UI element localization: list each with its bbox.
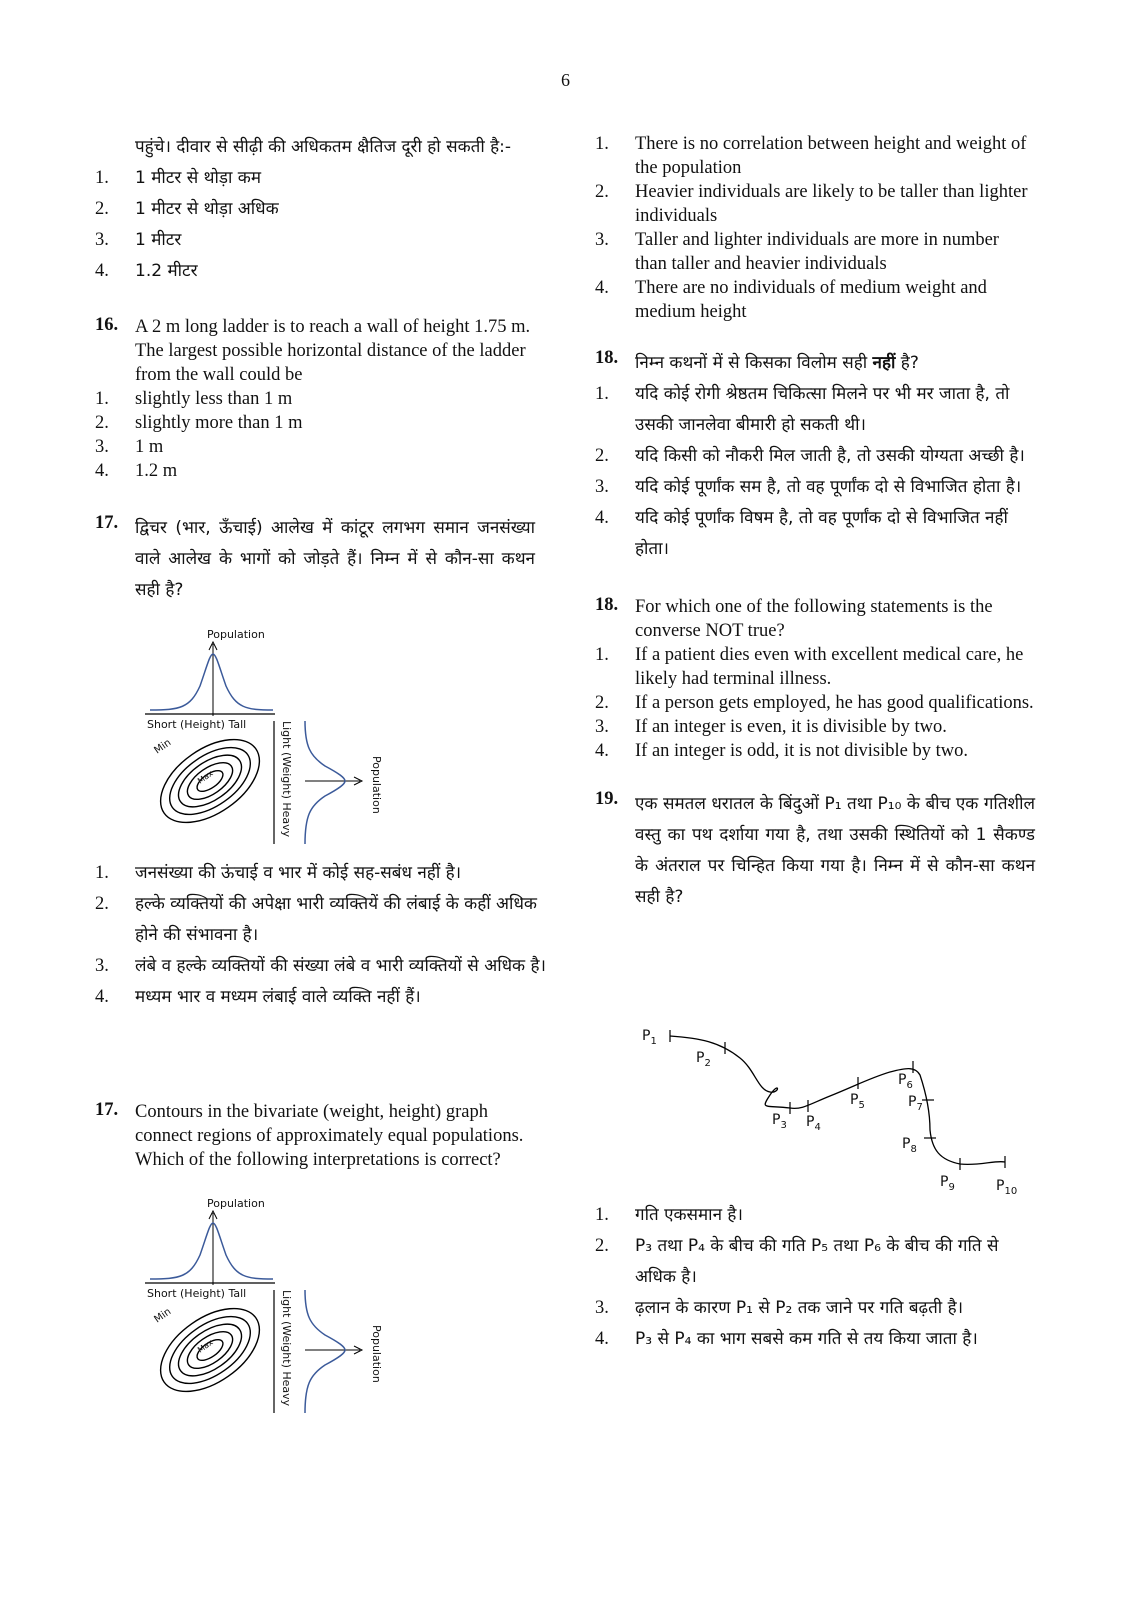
option-3 (595, 1293, 1035, 1324)
q19-hi-text: एक समतल धरातल के बिंदुओं P₁ तथा P₁₀ के बीच एक गतिशील वस्तु का पथ दर्शाया गया है, तथा उसकी स्थितियों को 1 सैकण्ड के अंतराल पर चिन्हित किया गया है। निम्न में से कौन-सा कथन सही है? (635, 794, 1035, 907)
q19-hindi (595, 789, 1035, 913)
population-label-right: Population (370, 1325, 383, 1383)
option-2 (595, 1231, 1035, 1293)
option-3 (95, 225, 535, 256)
q16-number: 16. (95, 315, 119, 335)
contour-ellipse (158, 734, 262, 828)
option-number: 2. (595, 182, 609, 202)
option-number: 3. (595, 477, 609, 497)
option-text: P₃ तथा P₄ के बीच की गति P₅ तथा P₆ के बीच की गति से अधिक है। (635, 1236, 999, 1287)
option-number: 2. (95, 894, 109, 914)
q17-hi-options (95, 858, 555, 1013)
option-text: If a person gets employed, he has good qualifications. (635, 693, 1034, 713)
option-text: If an integer is even, it is divisible by two. (635, 717, 947, 737)
option-text: If an integer is odd, it is not divisible by two. (635, 741, 968, 761)
option-text: slightly less than 1 m (135, 389, 293, 409)
right-column (595, 132, 1035, 913)
option-text: There is no correlation between height and weight of the population (635, 134, 1027, 178)
option-text: मध्यम भार व मध्यम लंबाई वाले व्यक्ति नहीं हैं। (135, 987, 421, 1007)
q18-hi-number: 18. (595, 348, 619, 368)
option-text: 1.2 मीटर (135, 261, 198, 281)
q17-hindi (95, 513, 535, 606)
bivariate-figure-1 (145, 626, 390, 856)
option-number: 3. (95, 230, 109, 250)
option-number: 4. (95, 261, 109, 281)
path-point-label: $P_8$ (902, 1136, 917, 1155)
q17-hi-text: द्विचर (भार, ऊँचाई) आलेख में कांटूर लगभग समान जनसंख्या वाले आलेख के भागों को जोड़ते हैं। निम्न में से कौन-सा कथन सही है? (135, 518, 535, 600)
option-text: There are no individuals of medium weight and medium height (635, 278, 987, 322)
option-number: 3. (95, 437, 109, 457)
contour-min-label: Min (152, 1306, 174, 1326)
population-label-right: Population (370, 756, 383, 814)
option-number: 1. (95, 168, 109, 188)
contour-ellipse (170, 1314, 251, 1386)
q16-text: A 2 m long ladder is to reach a wall of height 1.75 m. The largest possible horizontal distance of the ladder from the wall could be (135, 317, 531, 385)
path-point-label: $P_5$ (850, 1092, 865, 1111)
q17-hi-number: 17. (95, 513, 119, 533)
option-text: यदि किसी को नौकरी मिल जाती है, तो उसकी योग्यता अच्छी है। (635, 446, 1025, 466)
option-2 (595, 441, 1035, 472)
option-4 (595, 739, 1035, 763)
option-number: 1. (595, 134, 609, 154)
option-number: 2. (95, 413, 109, 433)
option-number: 4. (595, 278, 609, 298)
option-4 (95, 256, 535, 287)
option-2 (95, 194, 535, 225)
option-number: 2. (595, 693, 609, 713)
weight-axis-label: Light (Weight) Heavy (280, 721, 293, 838)
option-1 (595, 1200, 1035, 1231)
contour-min-label: Min (152, 737, 174, 757)
left-column (95, 132, 535, 606)
option-4 (595, 1324, 1035, 1355)
path-point-label: $P_7$ (908, 1094, 923, 1113)
option-number: 4. (595, 741, 609, 761)
option-4 (595, 503, 1035, 565)
q15-text: पहुंचे। दीवार से सीढ़ी की अधिकतम क्षैतिज दूरी हो सकती है:- (135, 137, 512, 157)
option-2 (95, 411, 535, 435)
option-1 (95, 858, 555, 889)
option-text: P₃ से P₄ का भाग सबसे कम गति से तय किया जाता है। (635, 1329, 978, 1349)
option-3 (95, 951, 555, 982)
q19-hi-number: 19. (595, 789, 619, 809)
option-1 (95, 163, 535, 194)
q17-en-text: Contours in the bivariate (weight, height) graph connect regions of approximately equal populations. Which of the following interpretations is correct? (135, 1102, 524, 1170)
motion-path-figure (630, 1020, 1030, 1200)
option-text: यदि कोई पूर्णांक सम है, तो वह पूर्णांक दो से विभाजित होता है। (635, 477, 1022, 497)
option-2 (595, 180, 1035, 228)
option-1 (95, 387, 535, 411)
option-number: 1. (95, 389, 109, 409)
height-axis-label: Short (Height) Tall (147, 1287, 247, 1300)
option-number: 4. (95, 461, 109, 481)
option-text: Taller and lighter individuals are more in number than taller and heavier individuals (635, 230, 999, 274)
path-point-label: $P_3$ (772, 1112, 787, 1131)
option-3 (595, 715, 1035, 739)
option-text: लंबे व हल्के व्यक्तियों की संख्या लंबे व भारी व्यक्तियों से अधिक है। (135, 956, 546, 976)
q15-continuation (95, 132, 535, 287)
population-label-top: Population (207, 628, 265, 641)
option-text: 1.2 m (135, 461, 178, 481)
option-number: 1. (95, 863, 109, 883)
weight-axis-label: Light (Weight) Heavy (280, 1290, 293, 1407)
contour-ellipse (170, 745, 251, 817)
q17-en-options (595, 132, 1035, 324)
option-text: If a patient dies even with excellent medical care, he likely had terminal illness. (635, 645, 1024, 689)
option-number: 3. (95, 956, 109, 976)
option-number: 3. (595, 230, 609, 250)
option-3 (95, 435, 535, 459)
q19-options (595, 1200, 1035, 1355)
option-text: 1 m (135, 437, 164, 457)
bivariate-figure-2 (145, 1195, 390, 1425)
height-axis-label: Short (Height) Tall (147, 718, 247, 731)
contour-ellipse (181, 1324, 239, 1375)
option-text: slightly more than 1 m (135, 413, 303, 433)
contour-ellipse (158, 1303, 262, 1397)
option-number: 4. (95, 987, 109, 1007)
contour-max-label: Max (195, 1337, 215, 1355)
weight-distribution-curve (305, 1290, 345, 1413)
contour-ellipse (181, 755, 239, 806)
option-number: 2. (595, 1236, 609, 1256)
option-number: 2. (95, 199, 109, 219)
path-point-label: $P_6$ (898, 1072, 913, 1091)
option-number: 4. (595, 1329, 609, 1349)
q18-en-number: 18. (595, 595, 619, 615)
option-1 (595, 643, 1035, 691)
option-text: हल्के व्यक्तियों की अपेक्षा भारी व्यक्तियें की लंबाई के कहीं अधिक होने की संभावना है। (135, 894, 537, 945)
option-text: 1 मीटर से थोड़ा कम (135, 168, 261, 188)
option-3 (595, 228, 1035, 276)
option-number: 3. (595, 1298, 609, 1318)
contour-max-label: Max (195, 768, 215, 786)
option-text: 1 मीटर से थोड़ा अधिक (135, 199, 279, 219)
path-point-label: $P_9$ (940, 1174, 955, 1193)
option-text: गति एकसमान है। (635, 1205, 743, 1225)
option-4 (95, 982, 555, 1013)
path-point-label: $P_2$ (696, 1050, 711, 1069)
option-text: ढ़लान के कारण P₁ से P₂ तक जाने पर गति बढ़ती है। (635, 1298, 964, 1318)
q18-hi-text-end: है? (895, 353, 919, 373)
option-2 (595, 691, 1035, 715)
path-point-label: $P_{10}$ (996, 1178, 1018, 1197)
height-distribution-curve (150, 1223, 273, 1279)
population-label-top: Population (207, 1197, 265, 1210)
q18-hindi (595, 348, 1035, 565)
option-text: जनसंख्या की ऊंचाई व भार में कोई सह-सबंध नहीं है। (135, 863, 462, 883)
option-1 (595, 132, 1035, 180)
path-point-label: $P_1$ (642, 1028, 657, 1047)
option-text: 1 मीटर (135, 230, 182, 250)
option-4 (95, 459, 535, 483)
q18-hi-bold: नहीं (872, 353, 896, 373)
option-text: यदि कोई पूर्णांक विषम है, तो वह पूर्णांक दो से विभाजित नहीं होता। (635, 508, 1008, 559)
q16 (95, 315, 535, 483)
q18-english (595, 595, 1035, 763)
option-text: यदि कोई रोगी श्रेष्ठतम चिकित्सा मिलने पर भी मर जाता है, तो उसकी जानलेवा बीमारी हो सकती थी। (635, 384, 1010, 435)
option-2 (95, 889, 555, 951)
option-number: 2. (595, 446, 609, 466)
q17-en-number: 17. (95, 1100, 119, 1120)
height-distribution-curve (150, 654, 273, 710)
option-4 (595, 276, 1035, 324)
motion-path (670, 1036, 1005, 1164)
q18-hi-text: निम्न कथनों में से किसका विलोम सही (635, 353, 873, 373)
q17-english (95, 1100, 535, 1172)
path-point-label: $P_4$ (806, 1114, 821, 1133)
q18-en-text: For which one of the following statements is the converse NOT true? (635, 597, 993, 641)
weight-distribution-curve (305, 721, 345, 844)
page-number: 6 (561, 70, 570, 90)
option-3 (595, 472, 1035, 503)
option-number: 1. (595, 384, 609, 404)
option-number: 4. (595, 508, 609, 528)
option-number: 3. (595, 717, 609, 737)
option-number: 1. (595, 645, 609, 665)
option-text: Heavier individuals are likely to be taller than lighter individuals (635, 182, 1028, 226)
option-number: 1. (595, 1205, 609, 1225)
option-1 (595, 379, 1035, 441)
